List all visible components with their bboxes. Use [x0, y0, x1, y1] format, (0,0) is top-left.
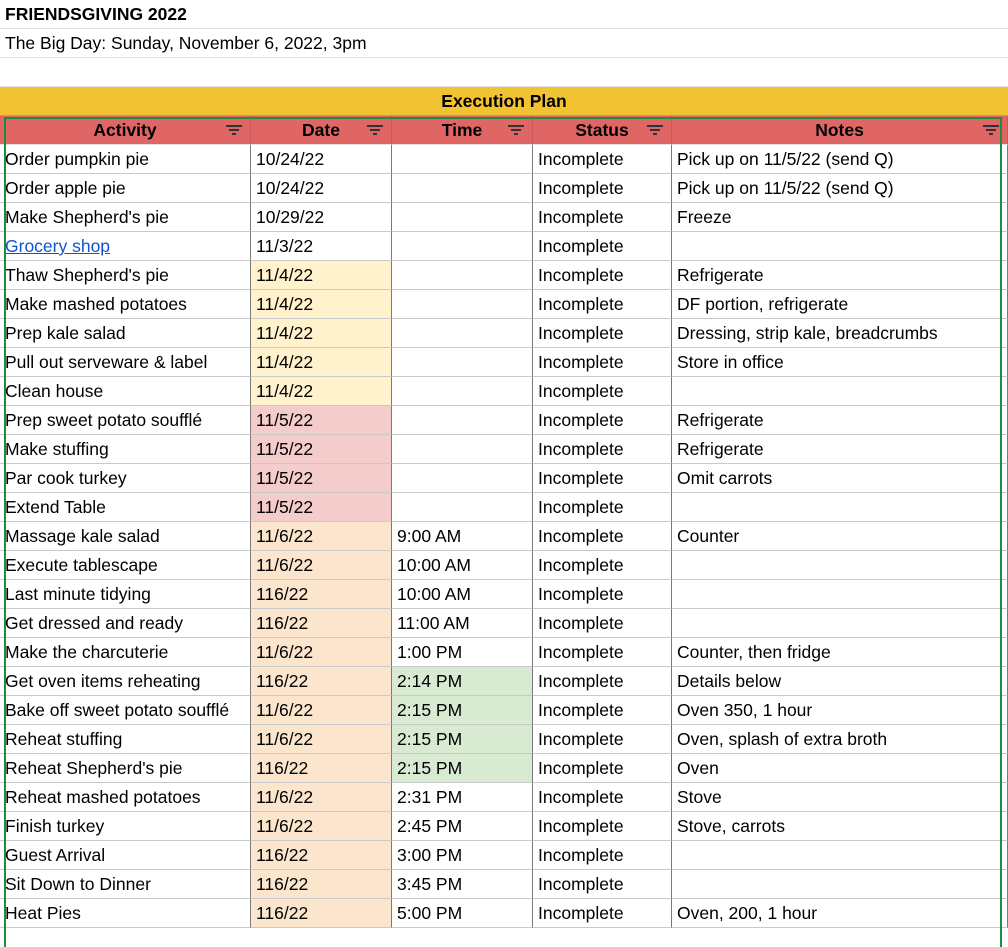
status-cell[interactable]: Incomplete [533, 203, 672, 232]
notes-cell[interactable]: Counter, then fridge [672, 638, 1008, 667]
status-cell[interactable]: Incomplete [533, 493, 672, 522]
execution-plan-band[interactable]: Execution Plan [0, 87, 1008, 116]
event-date-text[interactable]: The Big Day: Sunday, November 6, 2022, 3pm [0, 29, 1008, 58]
date-cell[interactable]: 116/22 [251, 754, 392, 783]
time-cell[interactable] [392, 232, 533, 261]
table-row [0, 841, 1008, 870]
date-cell[interactable]: 10/24/22 [251, 174, 392, 203]
table-row [0, 783, 1008, 812]
activity-cell[interactable]: Make Shepherd's pie [0, 203, 251, 232]
activity-cell[interactable]: Prep kale salad [0, 319, 251, 348]
table-row [0, 290, 1008, 319]
status-cell[interactable]: Incomplete [533, 812, 672, 841]
time-cell[interactable]: 2:15 PM [392, 754, 533, 783]
activity-cell[interactable]: Prep sweet potato soufflé [0, 406, 251, 435]
table-row [0, 609, 1008, 638]
table-row [0, 493, 1008, 522]
table-row [0, 522, 1008, 551]
notes-cell[interactable]: Pick up on 11/5/22 (send Q) [672, 145, 1008, 174]
notes-cell[interactable]: Counter [672, 522, 1008, 551]
notes-cell[interactable] [672, 580, 1008, 609]
date-cell[interactable]: 116/22 [251, 870, 392, 899]
status-cell[interactable]: Incomplete [533, 551, 672, 580]
time-cell[interactable] [392, 261, 533, 290]
activity-cell[interactable]: Make the charcuterie [0, 638, 251, 667]
date-cell[interactable]: 11/4/22 [251, 348, 392, 377]
notes-cell[interactable] [672, 609, 1008, 638]
column-header-activity[interactable] [0, 116, 251, 145]
column-header-label: Notes [815, 120, 864, 140]
notes-cell[interactable]: Oven [672, 754, 1008, 783]
status-cell[interactable]: Incomplete [533, 261, 672, 290]
table-row [0, 870, 1008, 899]
status-cell[interactable]: Incomplete [533, 377, 672, 406]
column-header-label: Date [302, 120, 340, 140]
filter-icon[interactable] [983, 124, 999, 136]
activity-cell[interactable]: Execute tablescape [0, 551, 251, 580]
time-cell[interactable] [392, 464, 533, 493]
notes-cell[interactable] [672, 870, 1008, 899]
date-cell[interactable]: 116/22 [251, 609, 392, 638]
status-cell[interactable]: Incomplete [533, 783, 672, 812]
filter-icon[interactable] [226, 124, 242, 136]
table-row [0, 899, 1008, 928]
time-cell[interactable] [392, 145, 533, 174]
notes-cell[interactable]: Oven, splash of extra broth [672, 725, 1008, 754]
time-cell[interactable]: 2:15 PM [392, 725, 533, 754]
table-row [0, 145, 1008, 174]
time-cell[interactable]: 10:00 AM [392, 580, 533, 609]
status-cell[interactable]: Incomplete [533, 754, 672, 783]
status-cell[interactable]: Incomplete [533, 435, 672, 464]
status-cell[interactable]: Incomplete [533, 580, 672, 609]
status-cell[interactable]: Incomplete [533, 725, 672, 754]
column-header-label: Time [441, 120, 483, 140]
table-row [0, 754, 1008, 783]
activity-cell[interactable]: Bake off sweet potato soufflé [0, 696, 251, 725]
table-row [0, 203, 1008, 232]
time-cell[interactable]: 3:00 PM [392, 841, 533, 870]
activity-cell[interactable]: Extend Table [0, 493, 251, 522]
date-cell[interactable]: 116/22 [251, 667, 392, 696]
column-header-date[interactable] [251, 116, 392, 145]
table-row [0, 406, 1008, 435]
status-cell[interactable]: Incomplete [533, 348, 672, 377]
table-row [0, 580, 1008, 609]
empty-row [0, 58, 1008, 87]
date-cell[interactable]: 11/6/22 [251, 638, 392, 667]
time-cell[interactable] [392, 174, 533, 203]
notes-cell[interactable]: Freeze [672, 203, 1008, 232]
activity-cell[interactable]: Par cook turkey [0, 464, 251, 493]
status-cell[interactable]: Incomplete [533, 696, 672, 725]
filter-icon[interactable] [647, 124, 663, 136]
time-cell[interactable] [392, 435, 533, 464]
date-cell[interactable]: 11/6/22 [251, 522, 392, 551]
time-cell[interactable] [392, 319, 533, 348]
activity-cell[interactable]: Sit Down to Dinner [0, 870, 251, 899]
table-row [0, 638, 1008, 667]
date-cell[interactable]: 11/4/22 [251, 377, 392, 406]
time-cell[interactable]: 11:00 AM [392, 609, 533, 638]
filter-icon[interactable] [367, 124, 383, 136]
column-header-status[interactable] [533, 116, 672, 145]
notes-cell[interactable]: Omit carrots [672, 464, 1008, 493]
date-cell[interactable]: 10/24/22 [251, 145, 392, 174]
status-cell[interactable]: Incomplete [533, 290, 672, 319]
date-cell[interactable]: 11/4/22 [251, 319, 392, 348]
notes-cell[interactable] [672, 493, 1008, 522]
status-cell[interactable]: Incomplete [533, 406, 672, 435]
notes-cell[interactable]: Refrigerate [672, 406, 1008, 435]
time-cell[interactable]: 9:00 AM [392, 522, 533, 551]
filter-icon[interactable] [508, 124, 524, 136]
table-row [0, 464, 1008, 493]
table-row [0, 725, 1008, 754]
notes-cell[interactable]: Oven, 200, 1 hour [672, 899, 1008, 928]
date-cell[interactable]: 11/6/22 [251, 783, 392, 812]
activity-cell[interactable]: Order apple pie [0, 174, 251, 203]
table-row [0, 348, 1008, 377]
notes-cell[interactable]: Store in office [672, 348, 1008, 377]
time-cell[interactable] [392, 203, 533, 232]
notes-cell[interactable]: Pick up on 11/5/22 (send Q) [672, 174, 1008, 203]
activity-cell[interactable]: Heat Pies [0, 899, 251, 928]
column-header-label: Status [575, 120, 629, 140]
time-cell[interactable] [392, 493, 533, 522]
status-cell[interactable]: Incomplete [533, 841, 672, 870]
status-cell[interactable]: Incomplete [533, 899, 672, 928]
time-cell[interactable]: 2:14 PM [392, 667, 533, 696]
table-row [0, 812, 1008, 841]
date-cell[interactable]: 11/4/22 [251, 261, 392, 290]
status-cell[interactable]: Incomplete [533, 174, 672, 203]
date-cell[interactable]: 116/22 [251, 841, 392, 870]
activity-cell[interactable]: Last minute tidying [0, 580, 251, 609]
activity-cell[interactable]: Get oven items reheating [0, 667, 251, 696]
activity-cell[interactable]: Reheat Shepherd's pie [0, 754, 251, 783]
table-row [0, 377, 1008, 406]
notes-cell[interactable] [672, 232, 1008, 261]
activity-cell[interactable]: Get dressed and ready [0, 609, 251, 638]
empty-cell[interactable] [0, 58, 1008, 87]
notes-cell[interactable]: Refrigerate [672, 435, 1008, 464]
date-cell[interactable]: 10/29/22 [251, 203, 392, 232]
time-cell[interactable] [392, 377, 533, 406]
date-cell[interactable]: 116/22 [251, 580, 392, 609]
activity-cell[interactable]: Massage kale salad [0, 522, 251, 551]
time-cell[interactable]: 3:45 PM [392, 870, 533, 899]
status-cell[interactable]: Incomplete [533, 522, 672, 551]
date-cell[interactable]: 11/6/22 [251, 696, 392, 725]
notes-cell[interactable]: Stove [672, 783, 1008, 812]
status-cell[interactable]: Incomplete [533, 667, 672, 696]
table-row [0, 261, 1008, 290]
date-cell[interactable]: 11/6/22 [251, 812, 392, 841]
grocery-shop-link[interactable]: Grocery shop [5, 236, 111, 256]
date-cell[interactable]: 116/22 [251, 899, 392, 928]
time-cell[interactable] [392, 348, 533, 377]
time-cell[interactable]: 5:00 PM [392, 899, 533, 928]
notes-cell[interactable]: Dressing, strip kale, breadcrumbs [672, 319, 1008, 348]
date-cell[interactable]: 11/6/22 [251, 551, 392, 580]
date-cell[interactable]: 11/5/22 [251, 406, 392, 435]
column-header-label: Activity [93, 120, 157, 140]
table-row [0, 174, 1008, 203]
table-row [0, 667, 1008, 696]
status-cell[interactable]: Incomplete [533, 638, 672, 667]
time-cell[interactable] [392, 290, 533, 319]
notes-cell[interactable]: Oven 350, 1 hour [672, 696, 1008, 725]
time-cell[interactable]: 10:00 AM [392, 551, 533, 580]
table-row [0, 232, 1008, 261]
notes-cell[interactable] [672, 377, 1008, 406]
activity-cell[interactable]: Clean house [0, 377, 251, 406]
sheet-title[interactable]: FRIENDSGIVING 2022 [0, 0, 1008, 29]
notes-cell[interactable]: Stove, carrots [672, 812, 1008, 841]
section-band-row [0, 87, 1008, 116]
time-cell[interactable] [392, 406, 533, 435]
activity-cell[interactable]: Finish turkey [0, 812, 251, 841]
notes-cell[interactable] [672, 551, 1008, 580]
date-cell[interactable]: 11/5/22 [251, 464, 392, 493]
table-row [0, 696, 1008, 725]
activity-cell[interactable]: Reheat mashed potatoes [0, 783, 251, 812]
column-header-time[interactable] [392, 116, 533, 145]
status-cell[interactable]: Incomplete [533, 232, 672, 261]
time-cell[interactable]: 2:15 PM [392, 696, 533, 725]
notes-cell[interactable] [672, 841, 1008, 870]
date-cell[interactable]: 11/5/22 [251, 493, 392, 522]
date-cell[interactable]: 11/6/22 [251, 725, 392, 754]
activity-cell[interactable]: Thaw Shepherd's pie [0, 261, 251, 290]
notes-cell[interactable]: DF portion, refrigerate [672, 290, 1008, 319]
date-cell[interactable]: 11/3/22 [251, 232, 392, 261]
activity-cell[interactable]: Order pumpkin pie [0, 145, 251, 174]
status-cell[interactable]: Incomplete [533, 609, 672, 638]
notes-cell[interactable]: Details below [672, 667, 1008, 696]
status-cell[interactable]: Incomplete [533, 145, 672, 174]
table-row [0, 551, 1008, 580]
activity-cell[interactable]: Reheat stuffing [0, 725, 251, 754]
activity-cell[interactable] [0, 232, 251, 261]
status-cell[interactable]: Incomplete [533, 870, 672, 899]
date-cell[interactable]: 11/4/22 [251, 290, 392, 319]
subtitle-row [0, 29, 1008, 58]
table-row [0, 319, 1008, 348]
title-row [0, 0, 1008, 29]
table-row [0, 435, 1008, 464]
header-row [0, 116, 1008, 145]
date-cell[interactable]: 11/5/22 [251, 435, 392, 464]
activity-cell[interactable]: Guest Arrival [0, 841, 251, 870]
time-cell[interactable]: 1:00 PM [392, 638, 533, 667]
notes-cell[interactable]: Refrigerate [672, 261, 1008, 290]
time-cell[interactable]: 2:45 PM [392, 812, 533, 841]
activity-cell[interactable]: Pull out serveware & label [0, 348, 251, 377]
activity-cell[interactable]: Make stuffing [0, 435, 251, 464]
status-cell[interactable]: Incomplete [533, 464, 672, 493]
column-header-notes[interactable] [672, 116, 1008, 145]
status-cell[interactable]: Incomplete [533, 319, 672, 348]
table-body [0, 145, 1008, 928]
time-cell[interactable]: 2:31 PM [392, 783, 533, 812]
activity-cell[interactable]: Make mashed potatoes [0, 290, 251, 319]
